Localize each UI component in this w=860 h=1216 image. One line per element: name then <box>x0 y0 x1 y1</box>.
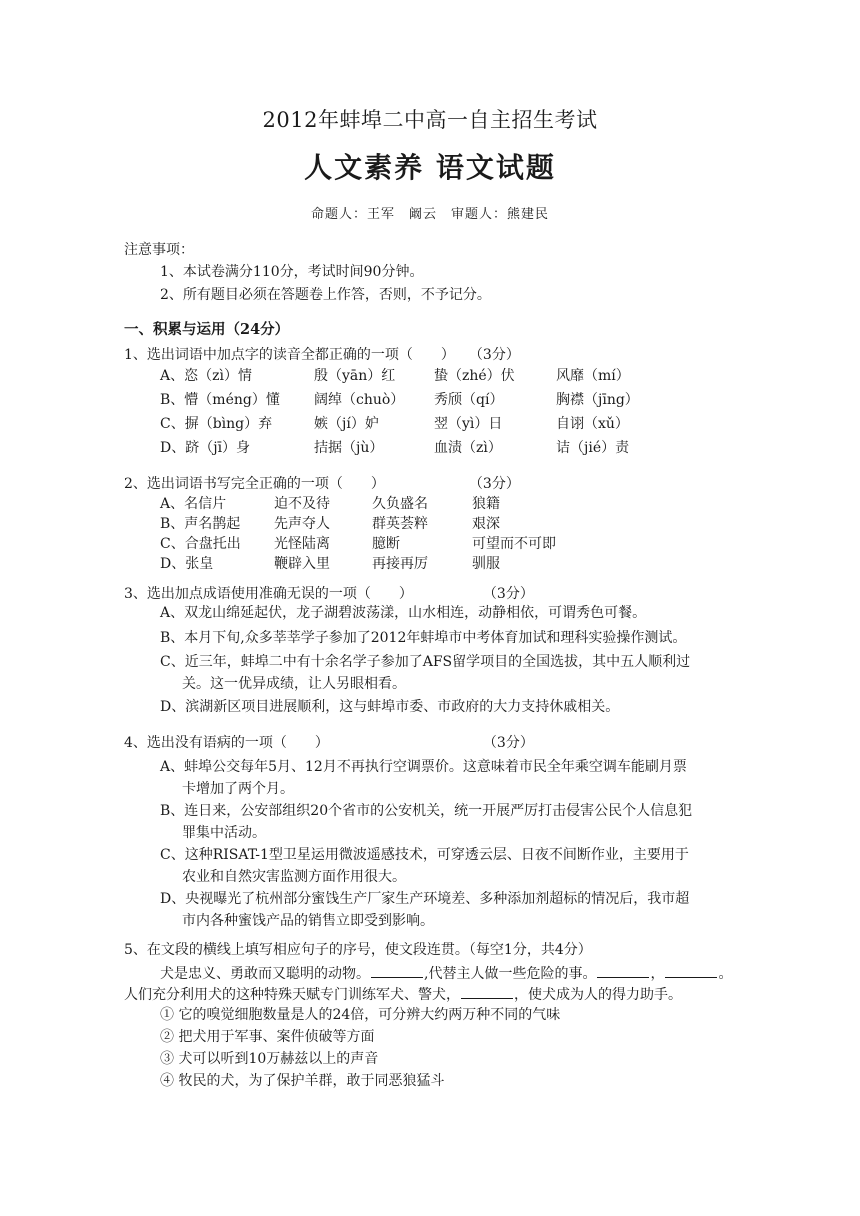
q1-a-4: 风靡（mí） <box>556 368 630 384</box>
q1-d-3: 血渍（zì） <box>434 440 502 456</box>
q2-stem: 2、选出词语书写完全正确的一项（ ） （3分） <box>124 476 520 492</box>
q3-option-b: B、本月下旬,众多莘莘学子参加了2012年蚌埠市中考体育加试和理科实验操作测试。 <box>160 630 687 646</box>
q1-c-1: C、摒（bìng）弃 <box>160 416 273 432</box>
q2-a-1: A、名信片 <box>160 496 227 512</box>
q5-option-3: ③ 犬可以听到10万赫兹以上的声音 <box>160 1051 379 1067</box>
exam-subtitle: 人文素养 语文试题 <box>304 151 556 184</box>
q3-option-a: A、双龙山绵延起伏，龙子湖碧波荡漾，山水相连，动静相依，可谓秀色可餐。 <box>160 605 647 621</box>
q4-option-c-line1: C、这种RISAT-1型卫星运用微波遥感技术，可穿透云层、日夜不间断作业，主要用于 <box>160 847 689 863</box>
q4-option-a-line1: A、蚌埠公交每年5月、12月不再执行空调票价。这意味着市民全年乘空调车能刷月票 <box>160 759 687 775</box>
q1-b-3: 秀颀（qí） <box>434 392 504 408</box>
q1-a-3: 蛰（zhé）伏 <box>434 368 515 384</box>
q1-b-4: 胸襟（jīng） <box>556 392 639 408</box>
q1-a-2: 殷（yān）红 <box>314 368 396 384</box>
q4-option-d-line1: D、央视曝光了杭州部分蜜饯生产厂家生产环境差、多种添加剂超标的情况后，我市超 <box>160 891 690 907</box>
q1-stem: 1、选出词语中加点字的读音全都正确的一项（ ） （3分） <box>124 347 520 363</box>
q2-c-2: 光怪陆离 <box>274 536 330 552</box>
q4-stem: 4、选出没有语病的一项（ ） （3分） <box>124 735 534 751</box>
q5-passage-text-3: ， <box>650 966 665 982</box>
q3-option-c-line1: C、近三年，蚌埠二中有十余名学子参加了AFS留学项目的全国选拔，其中五人顺利过 <box>160 654 691 670</box>
q5-passage-text-4: 。 <box>718 966 733 982</box>
q5-passage-text-5: 人们充分利用犬的这种特殊天赋专门训练军犬、警犬， <box>124 987 460 1003</box>
q2-c-1: C、合盘托出 <box>160 536 241 552</box>
q2-d-3: 再接再厉 <box>372 556 428 572</box>
q5-blank-4[interactable] <box>461 984 513 999</box>
q1-b-2: 阔绰（chuò） <box>314 392 405 408</box>
q5-option-2: ② 把犬用于军事、案件侦破等方面 <box>160 1029 375 1045</box>
q1-d-4: 诘（jié）责 <box>556 440 630 456</box>
q5-passage-text-6: ，使犬成为人的得力助手。 <box>514 987 682 1003</box>
section-heading: 一、积累与运用（24分） <box>124 321 290 338</box>
q3-option-d: D、滨湖新区项目进展顺利，这与蚌埠市委、市政府的大力支持休戚相关。 <box>160 699 620 715</box>
q5-passage-text-1: 犬是忠义、勇敢而又聪明的动物。 <box>160 966 370 982</box>
q2-a-3: 久负盛名 <box>372 496 428 512</box>
q2-c-3: 臆断 <box>372 536 400 552</box>
q1-d-1: D、跻（jī）身 <box>160 440 251 456</box>
q4-option-b-line1: B、连日来，公安部组织20个省市的公安机关，统一开展严厉打击侵害公民个人信息犯 <box>160 803 693 819</box>
q5-passage-line2 <box>124 984 682 1005</box>
q4-option-a-line2: 卡增加了两个月。 <box>182 781 294 797</box>
note-item-2: 2、所有题目必须在答题卷上作答，否则，不予记分。 <box>160 287 491 303</box>
notes-heading: 注意事项： <box>124 242 194 258</box>
q1-c-4: 自诩（xǔ） <box>556 416 629 432</box>
exam-title: 2012年蚌埠二中高一自主招生考试 <box>262 108 598 132</box>
q4-option-b-line2: 罪集中活动。 <box>182 825 266 841</box>
q2-b-3: 群英荟粹 <box>372 516 428 532</box>
q4-option-c-line2: 农业和自然灾害监测方面作用很大。 <box>182 869 406 885</box>
q5-blank-1[interactable] <box>371 963 423 978</box>
q3-stem: 3、选出加点成语使用准确无误的一项（ ） （3分） <box>124 586 534 602</box>
q2-c-4: 可望而不可即 <box>472 536 556 552</box>
q5-blank-2[interactable] <box>597 963 649 978</box>
q5-option-4: ④ 牧民的犬，为了保护羊群，敢于同恶狼猛斗 <box>160 1073 445 1089</box>
q4-option-d-line2: 市内各种蜜饯产品的销售立即受到影响。 <box>182 913 434 929</box>
note-item-1: 1、本试卷满分110分，考试时间90分钟。 <box>160 264 424 280</box>
q1-c-3: 翌（yì）日 <box>434 416 503 432</box>
q5-passage-line1 <box>160 963 732 984</box>
q1-b-1: B、懵（méng）懂 <box>160 392 280 408</box>
q5-blank-3[interactable] <box>665 963 717 978</box>
q5-stem: 5、在文段的横线上填写相应句子的序号，使文段连贯。（每空1分，共4分） <box>124 942 592 958</box>
q2-b-4: 艰深 <box>472 516 500 532</box>
q2-b-1: B、声名鹊起 <box>160 516 241 532</box>
q2-a-2: 迫不及待 <box>274 496 330 512</box>
q3-option-c-line2: 关。这一优异成绩，让人另眼相看。 <box>182 676 406 692</box>
q5-option-1: ① 它的嗅觉细胞数量是人的24倍，可分辨大约两万种不同的气味 <box>160 1007 561 1023</box>
q5-passage-text-2: ,代替主人做一些危险的事。 <box>424 966 597 982</box>
q2-d-2: 鞭辟入里 <box>274 556 330 572</box>
q1-c-2: 嫉（jí）妒 <box>314 416 379 432</box>
q1-d-2: 拮据（jù） <box>314 440 384 456</box>
exam-authors: 命题人：王军 阚云 审题人：熊建民 <box>310 207 549 222</box>
q2-d-4: 驯服 <box>472 556 500 572</box>
q1-a-1: A、恣（zì）情 <box>160 368 252 384</box>
q2-b-2: 先声夺人 <box>274 516 330 532</box>
q2-a-4: 狼籍 <box>472 496 500 512</box>
q2-d-1: D、张皇 <box>160 556 214 572</box>
